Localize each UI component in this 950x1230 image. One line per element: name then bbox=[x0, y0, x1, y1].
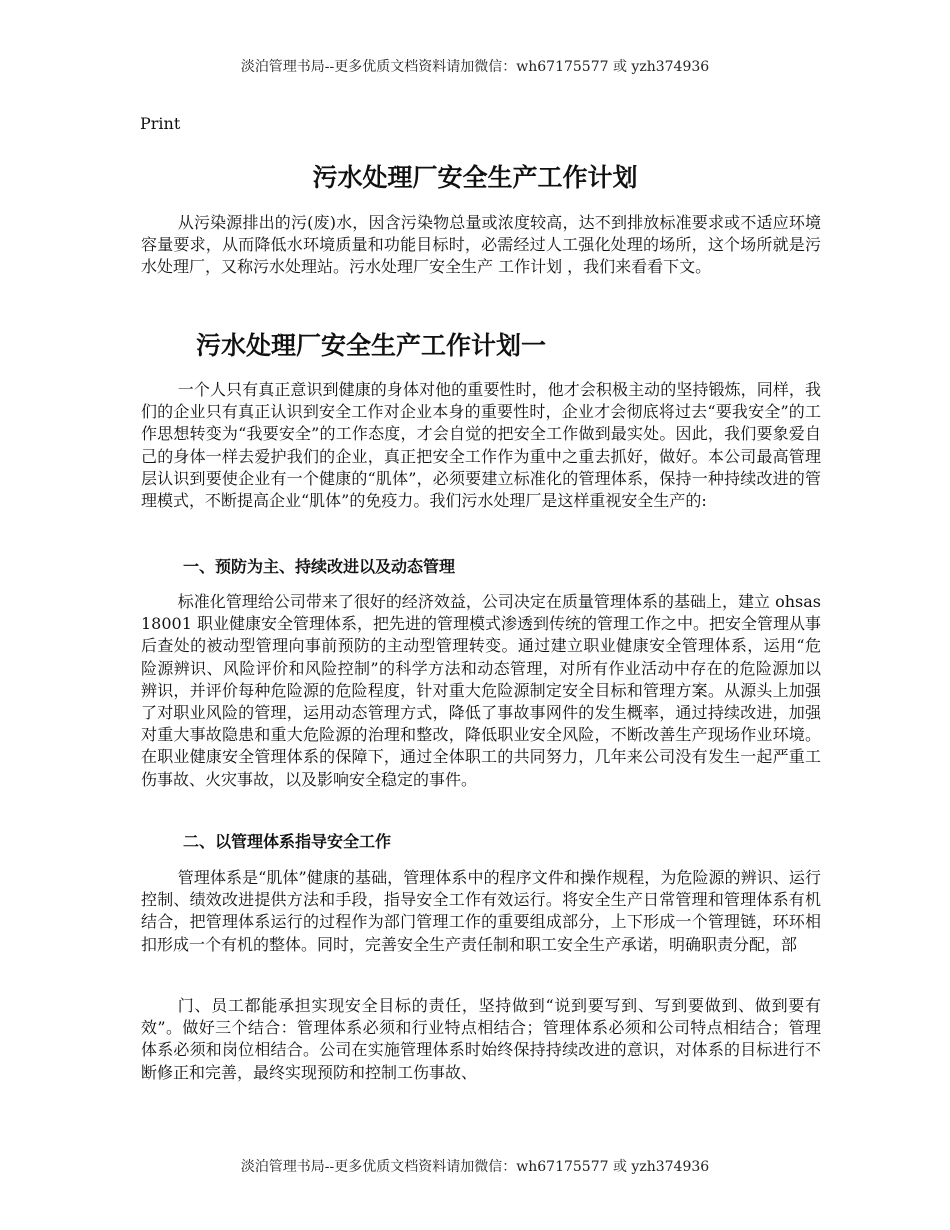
section-paragraph-2: 标准化管理给公司带来了很好的经济效益，公司决定在质量管理体系的基础上，建立 ohsas 18001 职业健康安全管理体系，把先进的管理模式渗透到传统的管理工作之中。把安全管理从事后查处的被动型管理向事前预防的主动型管理转变。通过建立职业健康安全管理体系，运用“危险源辨识、风险评价和风险控制”的科学方法和动态管理，对所有作业活动中存在的危险源加以辨识，并评价每种危险源的危险程度，针对重大危险源制定安全目标和管理方案。从源头上加强了对职业风险的管理，运用动态管理方式，降低了事故事网件的发生概率，通过持续改进，加强对重大事故隐患和重大危险源的治理和整改，降低职业安全风险，不断改善生产现场作业环境。在职业健康安全管理体系的保障下，通过全体职工的共同努力，几年来公司没有发生一起严重工伤事故、火灾事故，以及影响安全稳定的事件。 bbox=[141, 592, 821, 789]
print-label: Print bbox=[140, 114, 181, 133]
subheading-2: 二、以管理体系指导安全工作 bbox=[183, 832, 392, 851]
section-paragraph-1: 一个人只有真正意识到健康的身体对他的重要性时，他才会积极主动的坚持锻炼，同样，我们的企业只有真正认识到安全工作对企业本身的重要性时，企业才会彻底将过去“要我安全”的工作思想转变为“我要安全”的工作态度，才会自觉的把安全工作做到最实处。因此，我们要象爱自己的身体一样去爱护我们的企业，真正把安全工作作为重中之重去抓好，做好。本公司最高管理层认识到要使企业有一个健康的“肌体”，必须要建立标准化的管理体系，保持一种持续改进的管理模式，不断提高企业“肌体”的免疫力。我们污水处理厂是这样重视安全生产的: bbox=[141, 380, 821, 511]
page-footer: 淡泊管理书局--更多优质文档资料请加微信：wh67175577 或 yzh374936 bbox=[240, 1159, 710, 1175]
subheading-1: 一、预防为主、持续改进以及动态管理 bbox=[183, 557, 456, 576]
intro-paragraph: 从污染源排出的污(废)水，因含污染物总量或浓度较高，达不到排放标准要求或不适应环境容量要求，从而降低水环境质量和功能目标时，必需经过人工强化处理的场所，这个场所就是污水处理厂，又称污水处理站。污水处理厂安全生产 工作计划 ，我们来看看下文。 bbox=[141, 213, 821, 277]
section-paragraph-3: 管理体系是“肌体”健康的基础，管理体系中的程序文件和操作规程，为危险源的辨识、运行控制、绩效改进提供方法和手段，指导安全工作有效运行。将安全生产日常管理和管理体系有机结合，把管理体系运行的过程作为部门管理工作的重要组成部分，上下形成一个管理链，环环相扣形成一个有机的整体。同时，完善安全生产责任制和职工安全生产承诺，明确职责分配，部 bbox=[141, 868, 821, 954]
section-paragraph-4: 门、员工都能承担实现安全目标的责任，坚持做到“说到要写到、写到要做到、做到要有效”。做好三个结合：管理体系必须和行业特点相结合；管理体系必须和公司特点相结合；管理体系必须和岗位相结合。公司在实施管理体系时始终保持持续改进的意识，对体系的目标进行不断修正和完善，最终实现预防和控制工伤事故、 bbox=[141, 996, 821, 1082]
document-title: 污水处理厂安全生产工作计划 bbox=[312, 163, 638, 192]
page-header: 淡泊管理书局--更多优质文档资料请加微信：wh67175577 或 yzh374936 bbox=[240, 59, 710, 75]
section-title: 污水处理厂安全生产工作计划一 bbox=[196, 331, 547, 360]
